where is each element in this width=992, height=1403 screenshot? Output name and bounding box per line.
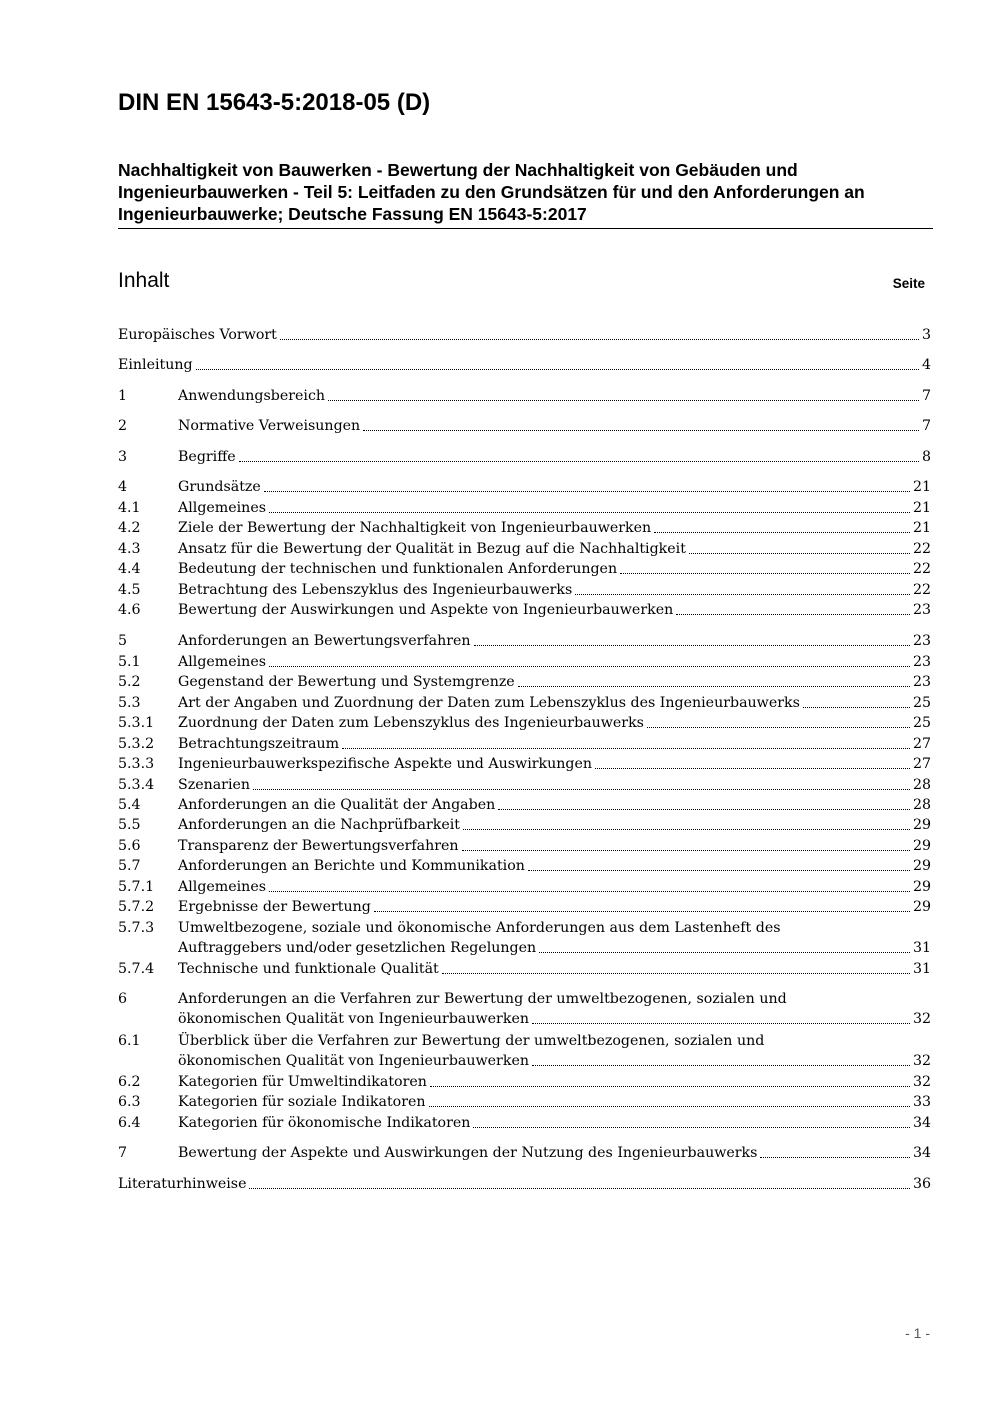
toc-entry-page: 28 (912, 777, 931, 793)
toc-leader-dots (462, 850, 910, 851)
toc-entry-title: Einleitung (118, 357, 193, 373)
toc-entry-number: 5.7 (118, 858, 141, 874)
toc-entry-title: Allgemeines (178, 500, 266, 516)
toc-entry-number: 5.3.2 (118, 736, 155, 752)
toc-entry[interactable] (118, 775, 931, 795)
toc-entry-page: 21 (912, 520, 931, 536)
toc-entry-page: 27 (912, 736, 931, 752)
toc-entry-title: Allgemeines (178, 879, 266, 895)
toc-entry-title-continued: ökonomischen Qualität von Ingenieurbauwerken (178, 1053, 529, 1069)
toc-entry-page: 4 (921, 357, 931, 373)
toc-entry-number: 4.4 (118, 561, 141, 577)
toc-entry[interactable] (118, 1113, 931, 1133)
toc-entry-page: 23 (912, 674, 931, 690)
toc-leader-dots (676, 614, 910, 615)
toc-leader-dots (539, 952, 910, 953)
toc-entry-number: 5.7.4 (118, 961, 155, 977)
toc-leader-dots (474, 645, 910, 646)
toc-entry[interactable] (118, 416, 931, 436)
document-subtitle: Nachhaltigkeit von Bauwerken - Bewertung der Nachhaltigkeit von Gebäuden und Ingenieurbauwerken - Teil 5: Leitfaden zu den Grundsätzen für und den Anforderungen an Ingenieurbauwerke; Deutsche Fassung EN 15643-5:2017 (118, 159, 933, 229)
toc-leader-dots (328, 400, 919, 401)
toc-entry-page: 32 (912, 1053, 931, 1069)
toc-leader-dots (269, 512, 910, 513)
toc-entry-page: 29 (912, 817, 931, 833)
toc-entry-title: Zuordnung der Daten zum Lebenszyklus des Ingenieurbauwerks (178, 715, 644, 731)
toc-entry-page: 32 (912, 1074, 931, 1090)
toc-entry-number: 5.7.3 (118, 920, 155, 936)
toc-entry-title: Normative Verweisungen (178, 418, 361, 434)
toc-entry-number: 7 (118, 1145, 128, 1161)
toc-entry[interactable] (118, 631, 931, 651)
toc-entry[interactable] (118, 355, 931, 375)
toc-leader-dots (654, 532, 910, 533)
toc-entry-number: 5 (118, 633, 128, 649)
toc-leader-dots (528, 870, 910, 871)
toc-page-column-label: Seite (892, 276, 925, 291)
toc-entry-page: 21 (912, 500, 931, 516)
toc-entry-number: 1 (118, 388, 128, 404)
toc-entry[interactable] (118, 795, 931, 815)
toc-entry-title: Umweltbezogene, soziale und ökonomische Anforderungen aus dem Lastenheft des (178, 920, 781, 936)
toc-entry[interactable] (118, 959, 931, 979)
toc-entry-number: 5.2 (118, 674, 141, 690)
toc-entry-number: 4.6 (118, 602, 141, 618)
toc-entry-page: 22 (912, 561, 931, 577)
toc-entry-title: Anforderungen an die Qualität der Angaben (178, 797, 496, 813)
toc-entry-page: 23 (912, 633, 931, 649)
toc-entry[interactable] (118, 836, 931, 856)
toc-entry-number: 6.1 (118, 1033, 141, 1049)
toc-leader-dots (374, 911, 910, 912)
toc-leader-dots (498, 809, 910, 810)
toc-entry[interactable] (118, 877, 931, 897)
toc-entry-number: 5.4 (118, 797, 141, 813)
toc-entry-title: Bedeutung der technischen und funktionalen Anforderungen (178, 561, 618, 577)
toc-leader-dots (760, 1157, 910, 1158)
toc-entry-page: 34 (912, 1145, 931, 1161)
toc-leader-dots (342, 748, 910, 749)
toc-entry-number: 4.2 (118, 520, 141, 536)
toc-entry-number: 4.5 (118, 582, 141, 598)
toc-entry-title: Anwendungsbereich (178, 388, 326, 404)
toc-entry-title: Kategorien für ökonomische Indikatoren (178, 1115, 471, 1131)
toc-entry[interactable] (118, 754, 931, 774)
toc-entry-number: 5.7.2 (118, 899, 155, 915)
toc-entry-page: 29 (912, 899, 931, 915)
toc-entry[interactable] (118, 325, 931, 345)
toc-entry-page: 8 (921, 449, 931, 465)
toc-leader-dots (463, 829, 910, 830)
toc-entry-page: 29 (912, 858, 931, 874)
toc-entry-page: 32 (912, 1011, 931, 1027)
toc-entry-title: Allgemeines (178, 654, 266, 670)
toc-leader-dots (647, 727, 910, 728)
toc-leader-dots (269, 891, 910, 892)
toc-entry-title: Anforderungen an die Verfahren zur Bewertung der umweltbezogenen, sozialen und (178, 991, 787, 1007)
toc-entry-title: Europäisches Vorwort (118, 327, 277, 343)
toc-entry[interactable] (118, 652, 931, 672)
toc-entry-page: 34 (912, 1115, 931, 1131)
toc-entry-page: 22 (912, 541, 931, 557)
toc-entry-page: 36 (912, 1176, 931, 1192)
toc-leader-dots (249, 1188, 909, 1189)
toc-entry-page: 29 (912, 879, 931, 895)
toc-entry-title: Literaturhinweise (118, 1176, 247, 1192)
toc-entry-page: 31 (912, 961, 931, 977)
toc-entry-number: 6.4 (118, 1115, 141, 1131)
toc-leader-dots (264, 491, 910, 492)
toc-leader-dots (430, 1086, 910, 1087)
toc-entry-page: 29 (912, 838, 931, 854)
toc-leader-dots (620, 573, 910, 574)
toc-entry-title: Gegenstand der Bewertung und Systemgrenze (178, 674, 515, 690)
toc-heading: Inhalt (118, 269, 170, 292)
toc-entry-title: Überblick über die Verfahren zur Bewertung der umweltbezogenen, sozialen und (178, 1033, 765, 1049)
toc-leader-dots (532, 1065, 910, 1066)
toc-entry[interactable] (118, 539, 931, 559)
toc-leader-dots (253, 789, 910, 790)
toc-entry-number: 4.3 (118, 541, 141, 557)
toc-leader-dots (595, 768, 910, 769)
toc-entry[interactable] (118, 989, 931, 1029)
toc-entry-number: 5.3.3 (118, 756, 155, 772)
toc-entry-title-continued: Auftraggebers und/oder gesetzlichen Regelungen (178, 940, 537, 956)
toc-entry[interactable] (118, 1143, 931, 1163)
toc-entry[interactable] (118, 693, 931, 713)
toc-entry-page: 25 (912, 695, 931, 711)
toc-entry-number: 2 (118, 418, 128, 434)
toc-entry[interactable] (118, 734, 931, 754)
toc-entry-title: Betrachtungszeitraum (178, 736, 340, 752)
toc-entry[interactable] (118, 1072, 931, 1092)
toc-entry-page: 21 (912, 479, 931, 495)
toc-entry-title: Ergebnisse der Bewertung (178, 899, 371, 915)
toc-entry[interactable] (118, 897, 931, 917)
toc-entry[interactable] (118, 559, 931, 579)
toc-entry[interactable] (118, 477, 931, 497)
toc-entry-number: 5.3.1 (118, 715, 155, 731)
toc-entry-page: 28 (912, 797, 931, 813)
toc-entry-page: 33 (912, 1094, 931, 1110)
toc-entry-title: Technische und funktionale Qualität (178, 961, 439, 977)
toc-entry-title: Ziele der Bewertung der Nachhaltigkeit von Ingenieurbauwerken (178, 520, 652, 536)
toc-leader-dots (280, 339, 919, 340)
toc-entry-number: 5.6 (118, 838, 141, 854)
toc-leader-dots (429, 1106, 910, 1107)
toc-entry-number: 3 (118, 449, 128, 465)
toc-entry-title-continued: ökonomischen Qualität von Ingenieurbauwerken (178, 1011, 529, 1027)
toc-leader-dots (575, 594, 910, 595)
toc-entry-title: Kategorien für Umweltindikatoren (178, 1074, 427, 1090)
toc-entry[interactable] (118, 498, 931, 518)
toc-entry-title: Art der Angaben und Zuordnung der Daten zum Lebenszyklus des Ingenieurbauwerks (178, 695, 800, 711)
toc-entry[interactable] (118, 713, 931, 733)
document-title: DIN EN 15643-5:2018-05 (D) (118, 89, 431, 116)
toc-leader-dots (689, 553, 910, 554)
toc-entry-number: 5.3.4 (118, 777, 155, 793)
toc-entry[interactable] (118, 1031, 931, 1071)
toc-entry[interactable] (118, 672, 931, 692)
toc-entry[interactable] (118, 600, 931, 620)
toc-leader-dots (473, 1127, 910, 1128)
toc-entry[interactable] (118, 518, 931, 538)
toc-entry-number: 4 (118, 479, 128, 495)
toc-entry-page: 22 (912, 582, 931, 598)
toc-entry-title: Bewertung der Auswirkungen und Aspekte von Ingenieurbauwerken (178, 602, 674, 618)
toc-leader-dots (269, 666, 910, 667)
toc-entry-title: Anforderungen an Bewertungsverfahren (178, 633, 471, 649)
toc-entry-number: 4.1 (118, 500, 141, 516)
toc-entry[interactable] (118, 386, 931, 406)
toc-entry-title: Transparenz der Bewertungsverfahren (178, 838, 459, 854)
toc-entry-title: Grundsätze (178, 479, 261, 495)
toc-leader-dots (442, 973, 910, 974)
toc-entry-title: Ingenieurbauwerkspezifische Aspekte und Auswirkungen (178, 756, 593, 772)
toc-entry[interactable] (118, 815, 931, 835)
toc-entry[interactable] (118, 580, 931, 600)
toc-leader-dots (196, 369, 919, 370)
toc-entry-page: 3 (921, 327, 931, 343)
toc-entry-number: 6 (118, 991, 128, 1007)
toc-entry-number: 6.2 (118, 1074, 141, 1090)
toc-entry-title: Szenarien (178, 777, 251, 793)
toc-entry-page: 25 (912, 715, 931, 731)
toc-leader-dots (239, 461, 919, 462)
toc-entry-title: Betrachtung des Lebenszyklus des Ingenieurbauwerks (178, 582, 573, 598)
toc-entry[interactable] (118, 1174, 931, 1194)
toc-entry-title: Kategorien für soziale Indikatoren (178, 1094, 426, 1110)
toc-entry-title: Begriffe (178, 449, 236, 465)
toc-entry-number: 5.7.1 (118, 879, 155, 895)
toc-entry-page: 7 (921, 418, 931, 434)
toc-entry-number: 5.5 (118, 817, 141, 833)
toc-entry-number: 5.3 (118, 695, 141, 711)
toc-entry-page: 23 (912, 654, 931, 670)
toc-entry-title: Ansatz für die Bewertung der Qualität in Bezug auf die Nachhaltigkeit (178, 541, 686, 557)
toc-entry-title: Bewertung der Aspekte und Auswirkungen der Nutzung des Ingenieurbauwerks (178, 1145, 758, 1161)
toc-entry-title: Anforderungen an Berichte und Kommunikation (178, 858, 525, 874)
toc-entry-page: 31 (912, 940, 931, 956)
page-number: - 1 - (905, 1325, 930, 1341)
toc-entry[interactable] (118, 918, 931, 958)
toc-entry-page: 23 (912, 602, 931, 618)
toc-leader-dots (532, 1023, 910, 1024)
toc-leader-dots (803, 707, 910, 708)
toc-entry-number: 6.3 (118, 1094, 141, 1110)
toc-entry[interactable] (118, 856, 931, 876)
toc-entry-page: 27 (912, 756, 931, 772)
toc-entry-number: 5.1 (118, 654, 141, 670)
toc-entry-page: 7 (921, 388, 931, 404)
toc-entry[interactable] (118, 1092, 931, 1112)
toc-entry-title: Anforderungen an die Nachprüfbarkeit (178, 817, 461, 833)
toc-leader-dots (518, 686, 910, 687)
toc-leader-dots (363, 430, 919, 431)
toc-entry[interactable] (118, 447, 931, 467)
